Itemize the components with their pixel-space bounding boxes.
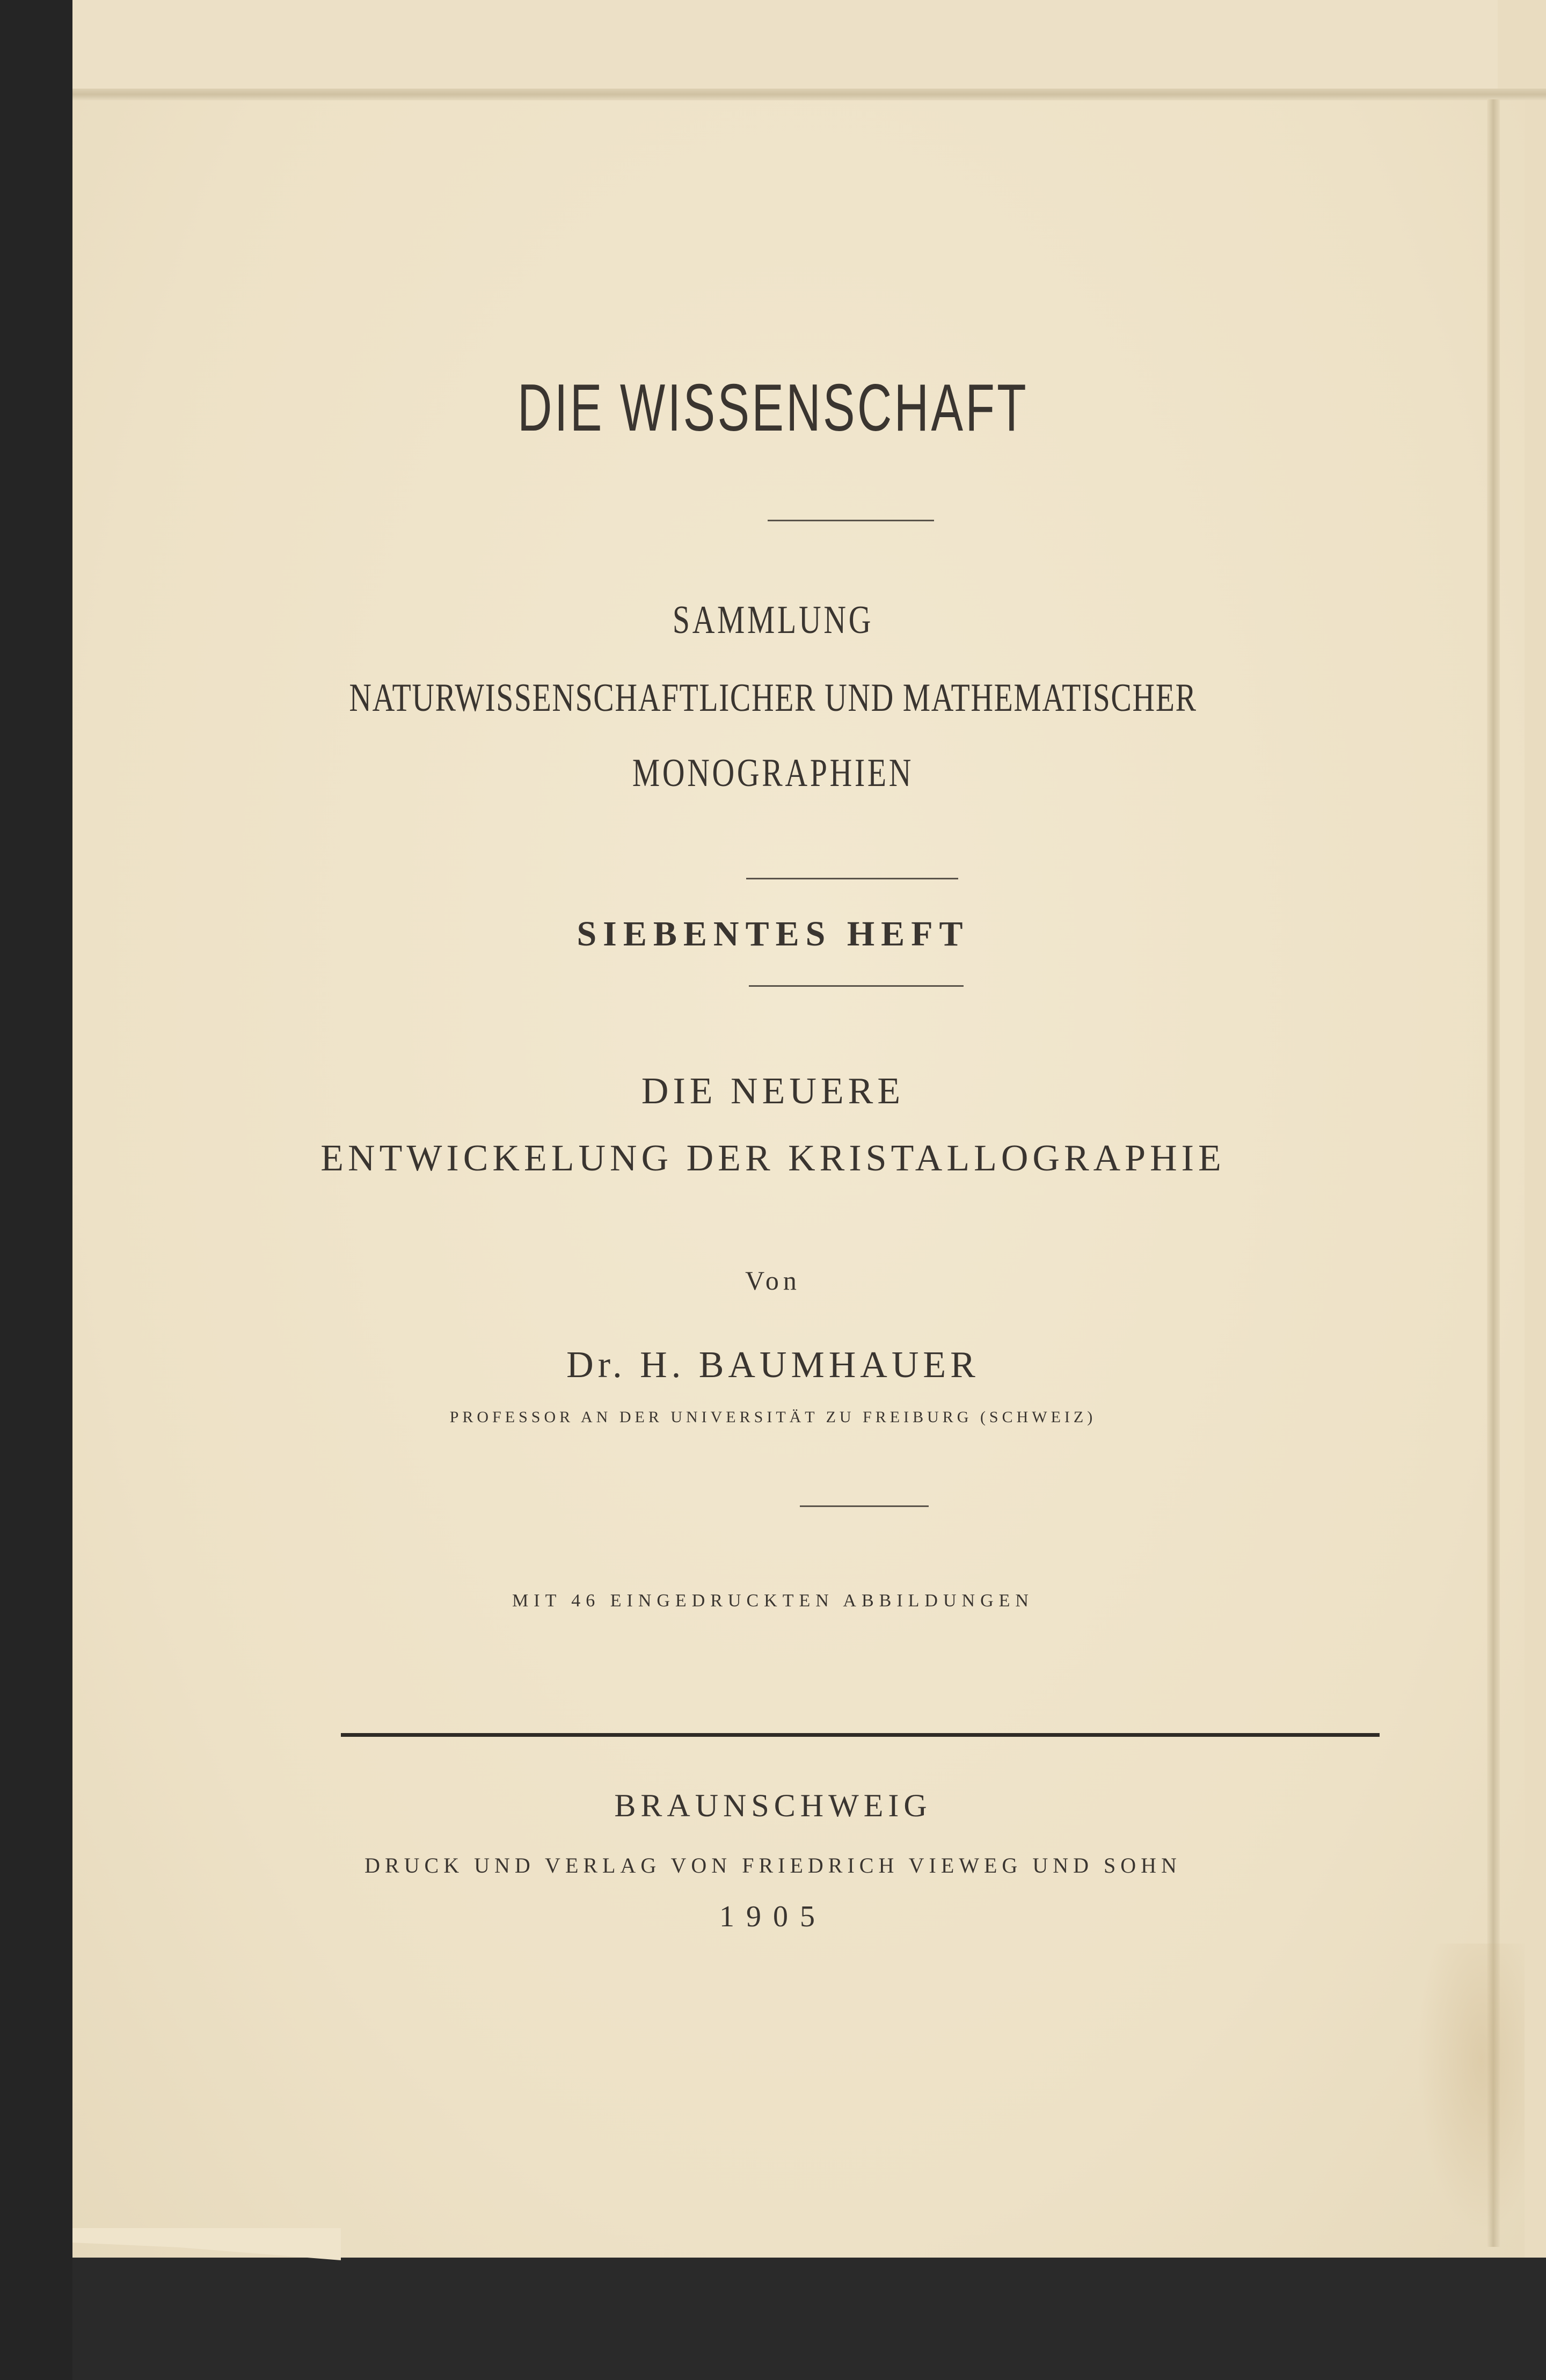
previous-page-edge <box>72 0 1546 99</box>
byline-von: Von <box>745 1265 801 1295</box>
imprint-printer: DRUCK UND VERLAG VON FRIEDRICH VIEWEG UND SOHN <box>364 1853 1182 1877</box>
paper-stain <box>1417 1944 1525 2233</box>
collection-line-2: NATURWISSENSCHAFTLICHER UND MATHEMATISCHER <box>349 676 1197 720</box>
page-fold <box>72 89 1546 100</box>
divider-rule <box>800 1505 929 1507</box>
scan-background-bottom <box>72 2258 1546 2380</box>
scan-background <box>0 0 72 2380</box>
book-title-line-2: ENTWICKELUNG DER KRISTALLOGRAPHIE <box>320 1138 1226 1179</box>
imprint-city: BRAUNSCHWEIG <box>614 1788 932 1823</box>
divider-rule <box>768 520 934 521</box>
illustrations-note: MIT 46 EINGEDRUCKTEN ABBILDUNGEN <box>512 1591 1034 1611</box>
series-title: DIE WISSENSCHAFT <box>517 371 1029 445</box>
divider-rule <box>749 985 964 987</box>
collection-line-3: MONOGRAPHIEN <box>632 751 914 795</box>
author-position: PROFESSOR AN DER UNIVERSITÄT ZU FREIBURG (SCHWEIZ) <box>449 1408 1097 1426</box>
imprint-year: 1905 <box>719 1900 827 1933</box>
author-name: Dr. H. BAUMHAUER <box>566 1344 980 1386</box>
book-title-line-1: DIE NEUERE <box>641 1071 905 1112</box>
divider-rule <box>746 878 958 879</box>
volume-number: SIEBENTES HEFT <box>577 914 969 954</box>
imprint-rule <box>341 1733 1380 1737</box>
collection-line-1: SAMMLUNG <box>672 598 874 642</box>
